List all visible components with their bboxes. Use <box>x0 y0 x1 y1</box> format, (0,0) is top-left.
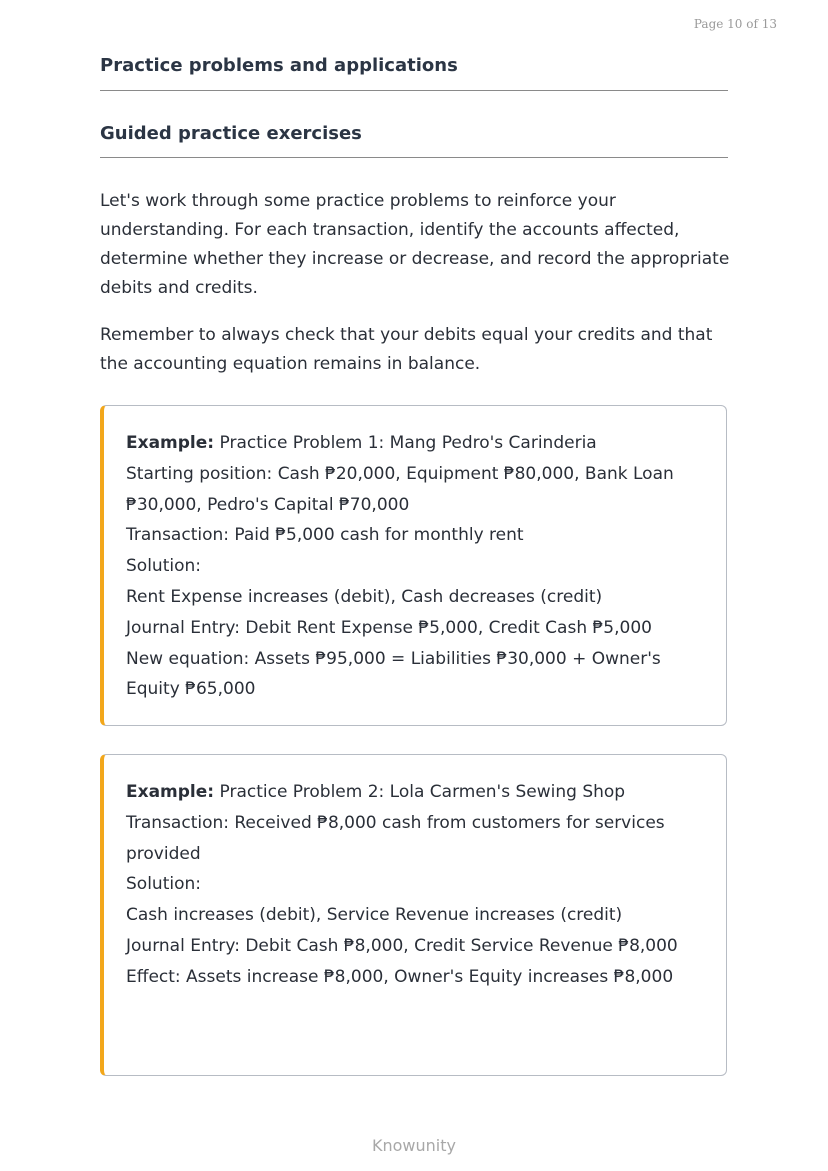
example-box <box>100 754 727 1076</box>
intro-paragraph: Let's work through some practice problems to reinforce your understanding. For each transaction, identify the accounts affected, determine whether they increase or decrease, and record the appropriate debits and credits. <box>100 191 730 298</box>
example-line: Cash increases (debit), Service Revenue increases (credit) <box>126 905 623 926</box>
divider <box>100 157 728 158</box>
intro-paragraph: Remember to always check that your debits equal your credits and that the accounting equation remains in balance. <box>100 325 713 374</box>
example-heading <box>126 777 706 808</box>
page-number: Page 10 of 13 <box>693 17 777 31</box>
example-line: Journal Entry: Debit Cash ₱8,000, Credit Service Revenue ₱8,000 <box>126 935 678 956</box>
example-line: Effect: Assets increase ₱8,000, Owner's Equity increases ₱8,000 <box>126 966 674 987</box>
example-line: Solution: <box>126 556 201 577</box>
example-box <box>100 405 727 726</box>
example-line: Transaction: Received ₱8,000 cash from customers for services provided <box>126 812 665 864</box>
example-line: Rent Expense increases (debit), Cash decreases (credit) <box>126 586 603 607</box>
example-title: Practice Problem 2: Lola Carmen's Sewing Shop <box>219 782 626 802</box>
example-title: Practice Problem 1: Mang Pedro's Carinderia <box>219 433 597 453</box>
footer-brand: Knowunity <box>372 1136 456 1155</box>
example-line: Starting position: Cash ₱20,000, Equipment ₱80,000, Bank Loan ₱30,000, Pedro's Capital ₱70,000 <box>126 463 674 515</box>
example-line: Journal Entry: Debit Rent Expense ₱5,000, Credit Cash ₱5,000 <box>126 617 652 638</box>
section-title: Practice problems and applications <box>100 55 458 76</box>
example-line: Transaction: Paid ₱5,000 cash for monthly rent <box>126 525 524 546</box>
example-line: New equation: Assets ₱95,000 = Liabilities ₱30,000 + Owner's Equity ₱65,000 <box>126 648 661 700</box>
section-subtitle: Guided practice exercises <box>100 123 362 144</box>
example-label: Example: <box>126 782 215 802</box>
example-heading <box>126 428 706 459</box>
example-line: Solution: <box>126 874 201 895</box>
example-label: Example: <box>126 433 215 453</box>
divider <box>100 90 728 91</box>
